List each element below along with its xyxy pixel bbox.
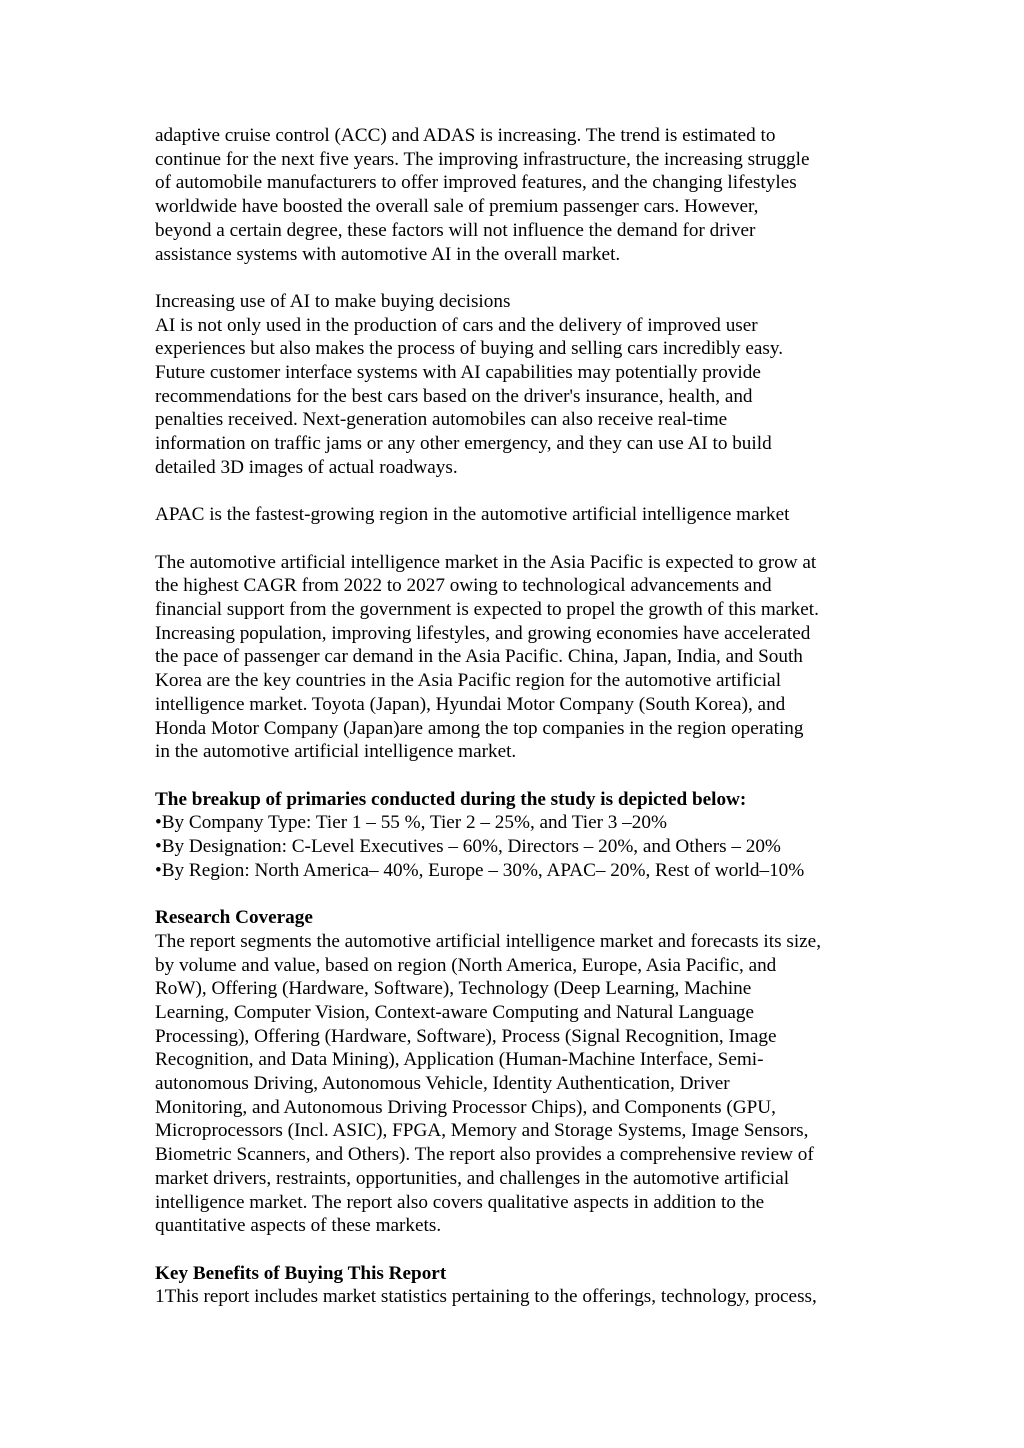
text-line: 1This report includes market statistics pertaining to the offerings, technology, process, [155, 1286, 817, 1308]
text-line: intelligence market. The report also covers qualitative aspects in addition to the [155, 1191, 765, 1213]
text-line: experiences but also makes the process of buying and selling cars incredibly easy. [155, 338, 784, 360]
text-line: Processing), Offering (Hardware, Software), Process (Signal Recognition, Image [155, 1025, 777, 1047]
paragraph-apac-detail [155, 551, 895, 764]
text-line: Korea are the key countries in the Asia Pacific region for the automotive artificial [155, 670, 782, 692]
text-line: continue for the next five years. The improving infrastructure, the increasing struggle [155, 148, 810, 170]
text-line: RoW), Offering (Hardware, Software), Technology (Deep Learning, Machine [155, 978, 752, 1000]
subheading: Increasing use of AI to make buying decisions [155, 290, 511, 312]
text-line: information on traffic jams or any other emergency, and they can use AI to build [155, 433, 772, 455]
key-benefits-section [155, 1262, 895, 1309]
list-item: •By Designation: C-Level Executives – 60%, Directors – 20%, and Others – 20% [155, 836, 781, 858]
text-line: Microprocessors (Incl. ASIC), FPGA, Memory and Storage Systems, Image Sensors, [155, 1120, 809, 1142]
text-line: financial support from the government is expected to propel the growth of this market. [155, 599, 819, 621]
research-coverage-heading: Research Coverage [155, 907, 313, 929]
text-line: the pace of passenger car demand in the Asia Pacific. China, Japan, India, and South [155, 646, 803, 668]
text-line: Future customer interface systems with AI capabilities may potentially provide [155, 362, 761, 384]
text-line: assistance systems with automotive AI in the overall market. [155, 243, 621, 265]
text-line: AI is not only used in the production of cars and the delivery of improved user [155, 314, 758, 336]
text-line: in the automotive artificial intelligence market. [155, 741, 517, 763]
list-item: •By Company Type: Tier 1 – 55 %, Tier 2 – 25%, and Tier 3 –20% [155, 812, 667, 834]
text-line: by volume and value, based on region (North America, Europe, Asia Pacific, and [155, 954, 777, 976]
text-line: Biometric Scanners, and Others). The report also provides a comprehensive review of [155, 1144, 814, 1166]
text-line: Monitoring, and Autonomous Driving Processor Chips), and Components (GPU, [155, 1096, 776, 1118]
text-line: quantitative aspects of these markets. [155, 1215, 442, 1237]
text-line: the highest CAGR from 2022 to 2027 owing to technological advancements and [155, 575, 772, 597]
list-item: •By Region: North America– 40%, Europe – 30%, APAC– 20%, Rest of world–10% [155, 859, 805, 881]
primaries-section [155, 788, 895, 883]
document-page [155, 124, 895, 1333]
subheading: APAC is the fastest-growing region in the automotive artificial intelligence market [155, 504, 790, 526]
paragraph-ai-buying-decisions [155, 290, 895, 480]
text-line: Learning, Computer Vision, Context-aware Computing and Natural Language [155, 1001, 755, 1023]
text-line: The report segments the automotive artificial intelligence market and forecasts its size, [155, 930, 821, 952]
text-line: detailed 3D images of actual roadways. [155, 456, 458, 478]
text-line: beyond a certain degree, these factors will not influence the demand for driver [155, 219, 756, 241]
primaries-heading: The breakup of primaries conducted during the study is depicted below: [155, 788, 747, 810]
text-line: Honda Motor Company (Japan)are among the top companies in the region operating [155, 717, 804, 739]
text-line: market drivers, restraints, opportunities, and challenges in the automotive artificial [155, 1167, 790, 1189]
text-line: intelligence market. Toyota (Japan), Hyundai Motor Company (South Korea), and [155, 693, 786, 715]
text-line: recommendations for the best cars based on the driver's insurance, health, and [155, 385, 753, 407]
text-line: autonomous Driving, Autonomous Vehicle, Identity Authentication, Driver [155, 1073, 730, 1095]
text-line: Recognition, and Data Mining), Application (Human-Machine Interface, Semi- [155, 1049, 764, 1071]
text-line: penalties received. Next-generation automobiles can also receive real-time [155, 409, 728, 431]
text-line: worldwide have boosted the overall sale of premium passenger cars. However, [155, 196, 759, 218]
text-line: Increasing population, improving lifestyles, and growing economies have accelerated [155, 622, 811, 644]
key-benefits-heading: Key Benefits of Buying This Report [155, 1262, 447, 1284]
text-line: of automobile manufacturers to offer improved features, and the changing lifestyles [155, 172, 797, 194]
paragraph-apac-heading [155, 503, 895, 527]
research-coverage-section [155, 906, 895, 1238]
paragraph-adas-trend [155, 124, 895, 266]
text-line: The automotive artificial intelligence market in the Asia Pacific is expected to grow at [155, 551, 817, 573]
text-line: adaptive cruise control (ACC) and ADAS is increasing. The trend is estimated to [155, 125, 776, 146]
